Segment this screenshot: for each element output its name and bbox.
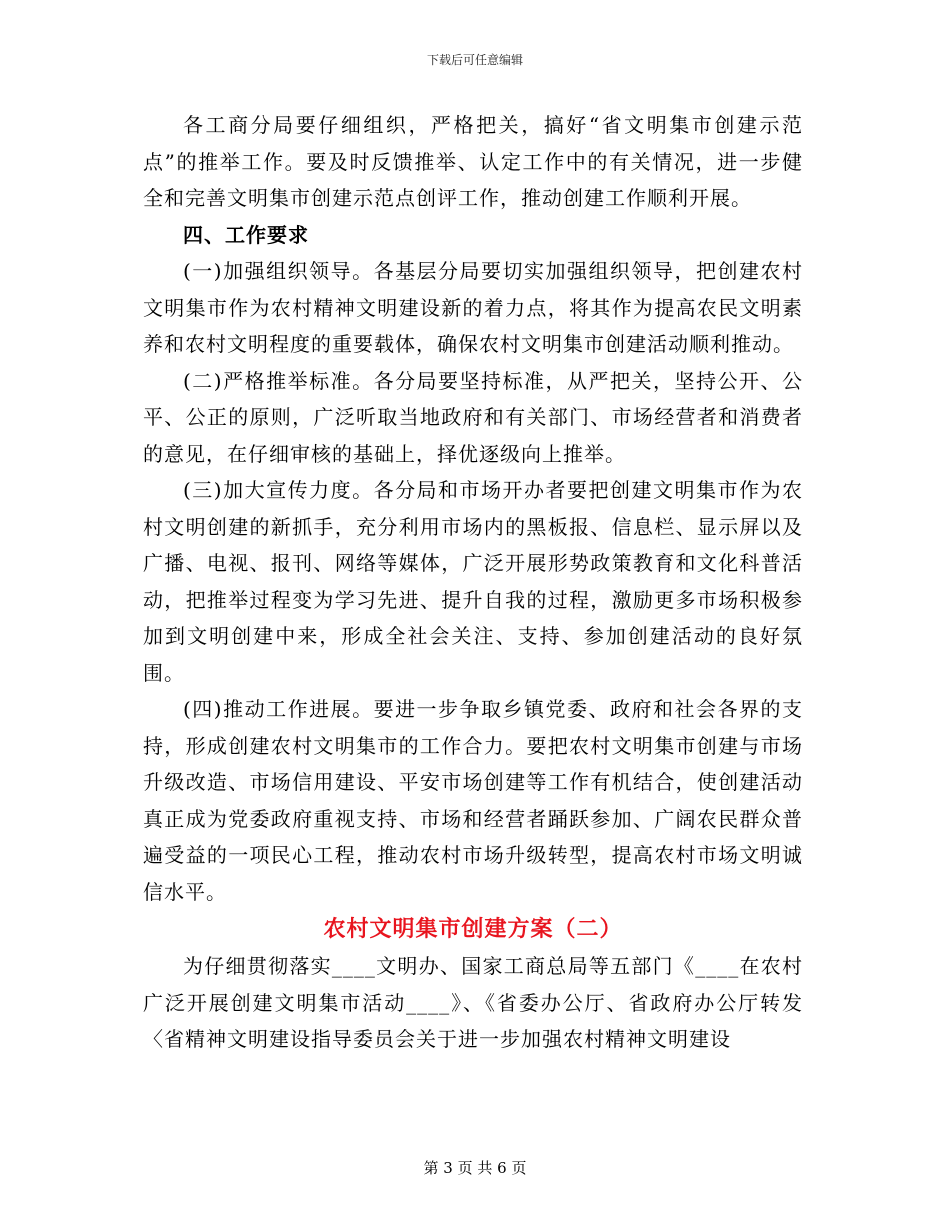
- paragraph-intro: 为仔细贯彻落实____文明办、国家工商总局等五部门《____在农村广泛开展创建文明集市活动____》、《省委办公厅、省政府办公厅转发〈省精神文明建设指导委员会关于进一步加强农村精神文明建设: [143, 954, 803, 1051]
- page-footer-number: 第 3 页 共 6 页: [423, 1159, 527, 1177]
- document-body: [143, 107, 803, 1058]
- paragraph-progress: (四)推动工作进展。要进一步争取乡镇党委、政府和社会各界的支持，形成创建农村文明集市的工作合力。要把农村文明集市创建与市场升级改造、市场信用建设、平安市场创建等工作有机结合，使创建活动真正成为党委政府重视支持、市场和经营者踊跃参加、广阔农民群众普遍受益的一项民心工程，推动农村市场升级转型，提高农村市场文明诚信水平。: [143, 697, 803, 904]
- section-heading-requirements: 四、工作要求: [183, 222, 309, 247]
- document-title: 农村文明集市创建方案（二）: [323, 916, 623, 942]
- paragraph-publicity: (三)加大宣传力度。各分局和市场开办者要把创建文明集市作为农村文明创建的新抓手，充分利用市场内的黑板报、信息栏、显示屏以及广播、电视、报刊、网络等媒体，广泛开展形势政策教育和文化科普活动，把推举过程变为学习先进、提升自我的过程，激励更多市场积极参加到文明创建中来，形成全社会关注、支持、参加创建活动的良好氛围。: [143, 478, 803, 685]
- paragraph-standards: (二)严格推举标准。各分局要坚持标准，从严把关，坚持公开、公平、公正的原则，广泛听取当地政府和有关部门、市场经营者和消费者的意见，在仔细审核的基础上，择优逐级向上推举。: [143, 368, 803, 466]
- paragraph-leadership: (一)加强组织领导。各基层分局要切实加强组织领导，把创建农村文明集市作为农村精神文明建设新的着力点，将其作为提高农民文明素养和农村文明程度的重要载体，确保农村文明集市创建活动顺利推动。: [143, 259, 803, 356]
- paragraph-recommendation: 各工商分局要仔细组织，严格把关，搞好“省文明集市创建示范点”的推举工作。要及时反馈推举、认定工作中的有关情况，进一步健全和完善文明集市创建示范点创评工作，推动创建工作顺利开展。: [143, 113, 803, 210]
- page-header-note: 下载后可任意编辑: [426, 53, 523, 67]
